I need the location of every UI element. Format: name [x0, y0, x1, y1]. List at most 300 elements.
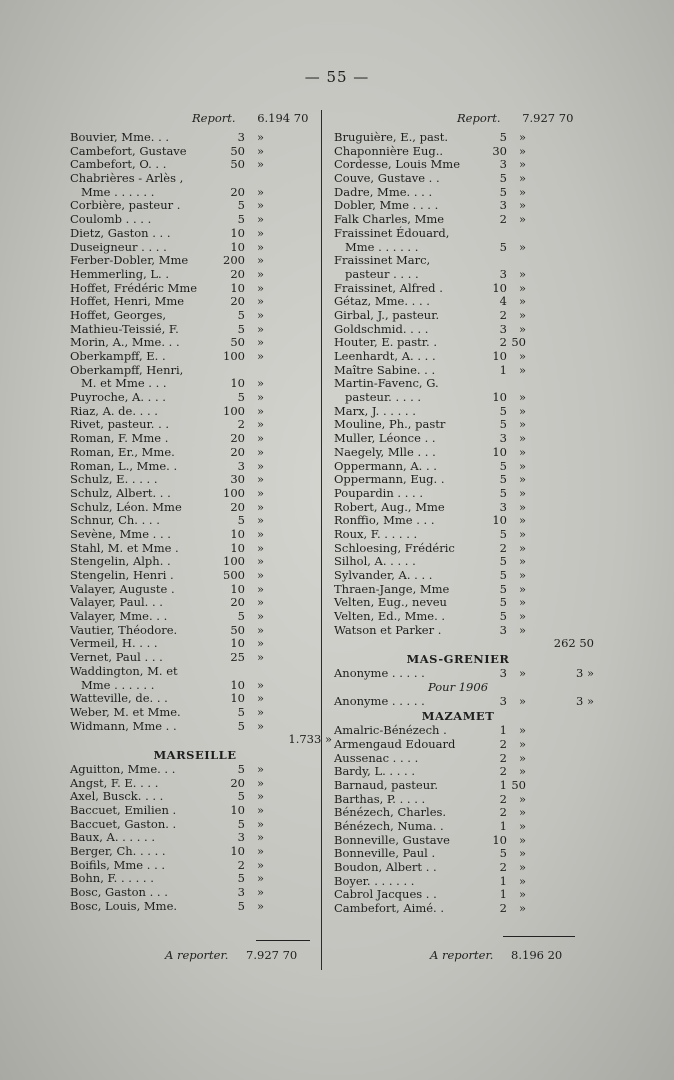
amount-centimes: » [256, 444, 264, 459]
list-row [334, 186, 582, 200]
amount-centimes: » [256, 335, 264, 350]
list-row [70, 651, 320, 665]
amount-francs: 10 [492, 513, 507, 528]
amount-francs: 5 [499, 846, 507, 861]
donor-name: Chaponnière Eug.. [334, 143, 444, 158]
amount-centimes: » [256, 718, 264, 733]
donor-name: Roman, Er., Mme. [70, 444, 175, 459]
donor-name: Fraissinet Marc, [334, 253, 431, 268]
amount-francs: 5 [499, 239, 507, 254]
donor-name: Bonneville, Gustave [334, 832, 450, 847]
amount-centimes: » [518, 212, 526, 227]
amount-francs: 1 [499, 362, 507, 377]
donor-name: Marx, J. . . . . . [334, 403, 416, 418]
amount-centimes: » [518, 362, 526, 377]
amount-francs: 2 [499, 860, 507, 875]
amount-francs: 5 [499, 171, 507, 186]
amount-francs: 100 [223, 554, 245, 569]
amount-francs: 3 [499, 157, 507, 172]
donor-name: Girbal, J., pasteur. [334, 307, 440, 322]
amount-centimes: » [256, 554, 264, 569]
amount-centimes: » [518, 887, 526, 902]
amount-francs: 3 [499, 666, 507, 681]
donor-name: pasteur. . . . . [345, 390, 422, 405]
amount-centimes: » [518, 307, 526, 322]
list-row [70, 804, 320, 818]
donor-name: Oppermann, A. . . [334, 458, 437, 473]
amount-francs: 30 [230, 472, 245, 487]
donor-name: Oberkampff, E. . [70, 349, 166, 363]
amount-francs: 5 [499, 609, 507, 624]
amount-francs: 4 [499, 294, 507, 309]
left-footer-rule [256, 940, 310, 941]
donor-name: Hoffet, Frédéric Mme [70, 280, 198, 295]
amount-francs: 100 [223, 349, 245, 363]
donor-name: Bouvier, Mme. . . [70, 130, 170, 144]
amount-centimes: » [256, 581, 264, 596]
list-row [334, 542, 582, 556]
amount-centimes: » [256, 349, 264, 363]
donor-name: Schulz, Léon. Mme [70, 499, 182, 514]
amount-centimes: » [518, 431, 526, 446]
amount-centimes: » [518, 595, 526, 610]
amount-francs: 1 [499, 887, 507, 902]
donor-name: Cabrol Jacques . . [334, 887, 437, 902]
donor-name: Bosc, Louis, Mme. [70, 898, 178, 913]
amount-francs: 10 [492, 280, 507, 295]
subtotal: 3 » [575, 693, 594, 708]
list-row [70, 610, 320, 624]
donor-name: Cordesse, Louis Mme [334, 157, 460, 172]
amount-francs: 5 [237, 718, 245, 733]
amount-centimes: » [518, 472, 526, 487]
list-row [70, 309, 320, 323]
amount-francs: 20 [230, 499, 245, 514]
list-row [70, 763, 320, 777]
amount-francs: 3 [499, 266, 507, 281]
list-row [334, 487, 582, 501]
amount-centimes: » [518, 805, 526, 820]
amount-francs: 5 [499, 581, 507, 596]
amount-francs: 5 [237, 609, 245, 624]
donor-name: M. et Mme . . . [81, 376, 167, 391]
donor-name: Bonneville, Paul . [334, 846, 436, 861]
amount-centimes: » [518, 666, 526, 681]
amount-centimes: » [518, 568, 526, 582]
amount-centimes: » [518, 554, 526, 569]
amount-francs: 5 [237, 390, 245, 405]
amount-francs: 20 [230, 266, 245, 281]
donor-name: Baccuet, Gaston. . [70, 816, 177, 831]
list-row [334, 446, 582, 460]
list-row [70, 859, 320, 873]
amount-francs: 5 [499, 526, 507, 541]
donor-name: Stahl, M. et Mme . [70, 540, 179, 555]
list-row [334, 902, 582, 916]
amount-centimes: » [256, 761, 264, 776]
amount-centimes: » [518, 581, 526, 596]
donor-name: Fraissinet Édouard, [334, 225, 450, 240]
list-row [334, 569, 582, 583]
list-row [334, 432, 582, 446]
list-row [334, 199, 582, 213]
amount-francs: 1 [499, 873, 507, 888]
amount-centimes: » [256, 239, 264, 254]
amount-centimes: » [518, 485, 526, 500]
amount-francs: 5 [499, 554, 507, 569]
list-row [70, 131, 320, 145]
donor-name: Mme . . . . . . [81, 677, 155, 692]
donor-name: Stengelin, Alph. . [70, 554, 171, 569]
amount-francs: 1 [499, 819, 507, 833]
donor-name: Stengelin, Henri . [70, 568, 174, 582]
donor-name: Baccuet, Emilien . [70, 803, 177, 817]
list-row [334, 861, 582, 875]
amount-francs: 3 [499, 198, 507, 213]
list-row [70, 405, 320, 419]
amount-francs: 10 [492, 444, 507, 459]
donor-name: Maître Sabine. . . [334, 362, 436, 377]
amount-centimes: » [256, 871, 264, 886]
list-row [334, 131, 582, 145]
list-row [70, 777, 320, 791]
section-heading: MAS-GRENIER [406, 652, 510, 667]
list-row [334, 624, 582, 638]
amount-francs: 10 [230, 239, 245, 254]
list-row [70, 172, 320, 186]
list-row [334, 405, 582, 419]
list-row [334, 172, 582, 186]
list-row [70, 637, 320, 651]
amount-centimes: » [518, 198, 526, 213]
list-row [334, 765, 582, 779]
amount-francs: 3 [237, 830, 245, 845]
list-row [334, 820, 582, 834]
left-footer-label: A reporter. [165, 948, 229, 962]
donor-name: Sevène, Mme . . . [70, 526, 171, 541]
donor-name: pasteur . . . . [345, 266, 419, 281]
amount-francs: 2 [499, 307, 507, 322]
list-row [334, 391, 582, 405]
donor-name: Barthas, P. . . . . [334, 791, 426, 806]
amount-centimes: » [518, 540, 526, 555]
donor-name: Widmann, Mme . . [70, 718, 177, 733]
amount-centimes: » [518, 294, 526, 309]
list-row [70, 418, 320, 432]
donor-name: Dobler, Mme . . . . [334, 198, 439, 213]
amount-centimes: » [256, 390, 264, 405]
amount-centimes: » [256, 803, 264, 817]
list-row [70, 818, 320, 832]
amount-centimes: » [518, 860, 526, 875]
list-row [334, 377, 582, 391]
donor-name: Coulomb . . . . [70, 212, 152, 227]
list-row [334, 779, 582, 793]
amount-centimes: » [256, 816, 264, 831]
list-row [70, 282, 320, 296]
list-row [334, 350, 582, 364]
donor-name: Robert, Aug., Mme [334, 499, 445, 514]
list-row [70, 872, 320, 886]
donor-name: Vernet, Paul . . . [70, 650, 163, 665]
amount-francs: 10 [492, 390, 507, 405]
donor-name: Chabrières - Arlès , [70, 171, 184, 186]
left-header-label: Report. [192, 111, 236, 125]
year-subheading: Pour 1906 [427, 679, 489, 694]
amount-francs: 500 [223, 568, 245, 582]
amount-centimes: » [256, 775, 264, 790]
amount-francs: 20 [230, 294, 245, 309]
list-row [70, 845, 320, 859]
list-row [334, 583, 582, 597]
amount-centimes: » [256, 212, 264, 227]
amount-francs: 2 [499, 750, 507, 765]
amount-centimes: » [256, 431, 264, 446]
donor-name: Berger, Ch. . . . . [70, 844, 166, 859]
amount-francs: 1 [499, 777, 507, 792]
amount-francs: 2 [237, 857, 245, 872]
amount-centimes: » [256, 253, 264, 268]
donor-name: Martin-Favenc, G. [334, 376, 439, 391]
amount-centimes: » [518, 873, 526, 888]
list-row [70, 295, 320, 309]
donor-name: Armengaud Edouard [334, 736, 456, 751]
list-row [334, 213, 582, 227]
amount-centimes: » [256, 458, 264, 473]
list-row [70, 241, 320, 255]
list-row [70, 624, 320, 638]
list-row [70, 145, 320, 159]
amount-francs: 5 [237, 307, 245, 322]
list-row [334, 282, 582, 296]
amount-centimes: » [518, 499, 526, 514]
list-row [70, 886, 320, 900]
donor-name: Rivet, pasteur. . . [70, 417, 170, 432]
amount-centimes: » [518, 750, 526, 765]
donor-name: Schulz, Albert. . . [70, 485, 171, 500]
donor-name: Bruguière, E., past. [334, 130, 448, 144]
amount-francs: 10 [230, 526, 245, 541]
donor-name: Fraissinet, Alfred . [334, 280, 443, 295]
amount-francs: 3 [499, 499, 507, 514]
amount-centimes: » [256, 417, 264, 432]
donor-name: Bardy, L. . . . . [334, 764, 415, 779]
list-row [70, 720, 320, 734]
amount-francs: 2 [499, 901, 507, 916]
donor-name: Bohn, F. . . . . . [70, 871, 154, 886]
amount-centimes: 50 [511, 335, 526, 350]
amount-francs: 5 [237, 761, 245, 776]
donor-name: Mouline, Ph., pastr [334, 417, 446, 432]
donor-name: Roux, F. . . . . . [334, 526, 418, 541]
list-row [334, 793, 582, 807]
list-row [334, 834, 582, 848]
list-row [70, 732, 332, 747]
amount-francs: 25 [230, 650, 245, 665]
amount-francs: 10 [230, 581, 245, 596]
section-heading: MAZAMET [421, 709, 495, 724]
donor-name: Mme . . . . . . [81, 184, 155, 199]
amount-centimes: » [518, 417, 526, 432]
right-footer [430, 948, 562, 962]
amount-francs: 5 [499, 184, 507, 199]
list-row [334, 806, 582, 820]
amount-centimes: » [256, 321, 264, 336]
amount-francs: 100 [223, 403, 245, 418]
list-row [70, 350, 320, 364]
list-row [70, 446, 320, 460]
donor-name: Hoffet, Henri, Mme [70, 294, 185, 309]
amount-francs: 10 [230, 691, 245, 706]
amount-centimes: » [518, 130, 526, 144]
donor-name: Cambefort, O. . . [70, 157, 167, 172]
amount-centimes: » [256, 830, 264, 845]
subtotal: 262 50 [553, 636, 594, 651]
amount-centimes: » [256, 650, 264, 665]
donor-name: Weber, M. et Mme. [70, 704, 181, 719]
donor-name: Goldschmid. . . . [334, 321, 429, 336]
amount-francs: 3 [237, 458, 245, 473]
list-row [70, 391, 320, 405]
list-row [334, 418, 582, 432]
donor-name: Valayer, Mme. . . [70, 609, 168, 624]
amount-centimes: » [518, 458, 526, 473]
amount-centimes: » [256, 403, 264, 418]
list-row [334, 158, 582, 172]
donor-name: Gétaz, Mme. . . . [334, 294, 430, 309]
donor-name: Leenhardt, A. . . . [334, 349, 436, 363]
donor-name: Waddington, M. et [70, 663, 178, 678]
list-row [334, 295, 582, 309]
list-row [334, 596, 582, 610]
amount-francs: 2 [499, 212, 507, 227]
amount-francs: 10 [492, 349, 507, 363]
amount-francs: 50 [230, 622, 245, 637]
amount-francs: 10 [230, 844, 245, 859]
list-row [334, 145, 582, 159]
amount-centimes: » [256, 540, 264, 555]
donor-name: Velten, Eug., neveu [334, 595, 447, 610]
amount-centimes: » [518, 513, 526, 528]
amount-centimes: » [518, 321, 526, 336]
amount-francs: 5 [237, 198, 245, 213]
amount-francs: 5 [237, 816, 245, 831]
list-row [70, 514, 320, 528]
donor-name: Roman, L., Mme. . [70, 458, 178, 473]
amount-francs: 3 [237, 885, 245, 900]
donor-name: Vautier, Théodore. [70, 622, 178, 637]
amount-centimes: » [256, 622, 264, 637]
list-row [70, 528, 320, 542]
amount-centimes: » [256, 513, 264, 528]
amount-francs: 5 [237, 704, 245, 719]
amount-francs: 30 [492, 143, 507, 158]
list-row [334, 636, 594, 651]
amount-centimes: » [256, 184, 264, 199]
right-header-value: 7.927 70 [522, 111, 574, 125]
list-row [70, 158, 320, 172]
amount-centimes: » [256, 704, 264, 719]
amount-francs: 5 [237, 321, 245, 336]
amount-francs: 1 [499, 723, 507, 738]
amount-centimes: » [518, 693, 526, 708]
amount-centimes: » [256, 789, 264, 804]
list-row [70, 596, 320, 610]
list-row [334, 227, 582, 241]
donor-name: Ferber-Dobler, Mme [70, 253, 189, 268]
amount-francs: 5 [499, 485, 507, 500]
donor-name: Duseigneur . . . . [70, 239, 167, 254]
amount-francs: 3 [499, 431, 507, 446]
amount-centimes: » [518, 239, 526, 254]
donor-name: Bénézech, Charles. [334, 805, 447, 820]
amount-francs: 5 [499, 403, 507, 418]
donor-name: Cambefort, Gustave [70, 143, 187, 158]
amount-centimes: » [256, 526, 264, 541]
right-header [457, 111, 573, 125]
list-row [70, 460, 320, 474]
amount-francs: 10 [230, 677, 245, 692]
donor-name: Dietz, Gaston . . . [70, 225, 171, 240]
donor-name: Sylvander, A. . . . [334, 568, 433, 582]
donor-name: Valayer, Paul. . . [70, 595, 163, 610]
donor-name: Riaz, A. de. . . . [70, 403, 158, 418]
amount-centimes: » [256, 198, 264, 213]
donor-name: Hoffet, Georges, [70, 307, 166, 322]
list-row [70, 432, 320, 446]
amount-centimes: » [518, 846, 526, 861]
amount-francs: 2 [499, 335, 507, 350]
amount-francs: 200 [223, 253, 245, 268]
amount-francs: 2 [499, 805, 507, 820]
amount-francs: 10 [230, 803, 245, 817]
amount-centimes: » [518, 819, 526, 833]
list-row [334, 528, 582, 542]
amount-centimes: » [518, 266, 526, 281]
amount-centimes: » [256, 609, 264, 624]
amount-francs: 20 [230, 184, 245, 199]
amount-centimes: 50 [511, 777, 526, 792]
donor-name: Angst, F. E. . . . [70, 775, 159, 790]
donor-name: Anonyme . . . . . [334, 693, 425, 708]
amount-centimes: » [256, 677, 264, 692]
amount-francs: 2 [499, 764, 507, 779]
amount-centimes: » [518, 184, 526, 199]
donor-name: Bosc, Gaston . . . [70, 885, 168, 900]
list-row [334, 309, 582, 323]
donor-name: Velten, Ed., Mme. . [334, 609, 446, 624]
amount-francs: 5 [237, 871, 245, 886]
donor-name: Bénézech, Numa. . [334, 819, 444, 833]
amount-francs: 50 [230, 143, 245, 158]
list-row [70, 583, 320, 597]
donor-name: Thraen-Jange, Mme [334, 581, 450, 596]
amount-francs: 10 [230, 280, 245, 295]
amount-francs: 10 [230, 540, 245, 555]
amount-centimes: » [518, 349, 526, 363]
amount-francs: 10 [230, 636, 245, 651]
list-row [70, 542, 320, 556]
list-row [334, 323, 582, 337]
donor-name: Baux, A. . . . . . [70, 830, 156, 845]
donor-name: Dadre, Mme. . . . [334, 184, 433, 199]
amount-centimes: » [518, 791, 526, 806]
list-row [70, 336, 320, 350]
amount-centimes: » [256, 143, 264, 158]
donor-name: Silhol, A. . . . . [334, 554, 416, 569]
list-row [334, 501, 582, 515]
amount-francs: 5 [499, 417, 507, 432]
